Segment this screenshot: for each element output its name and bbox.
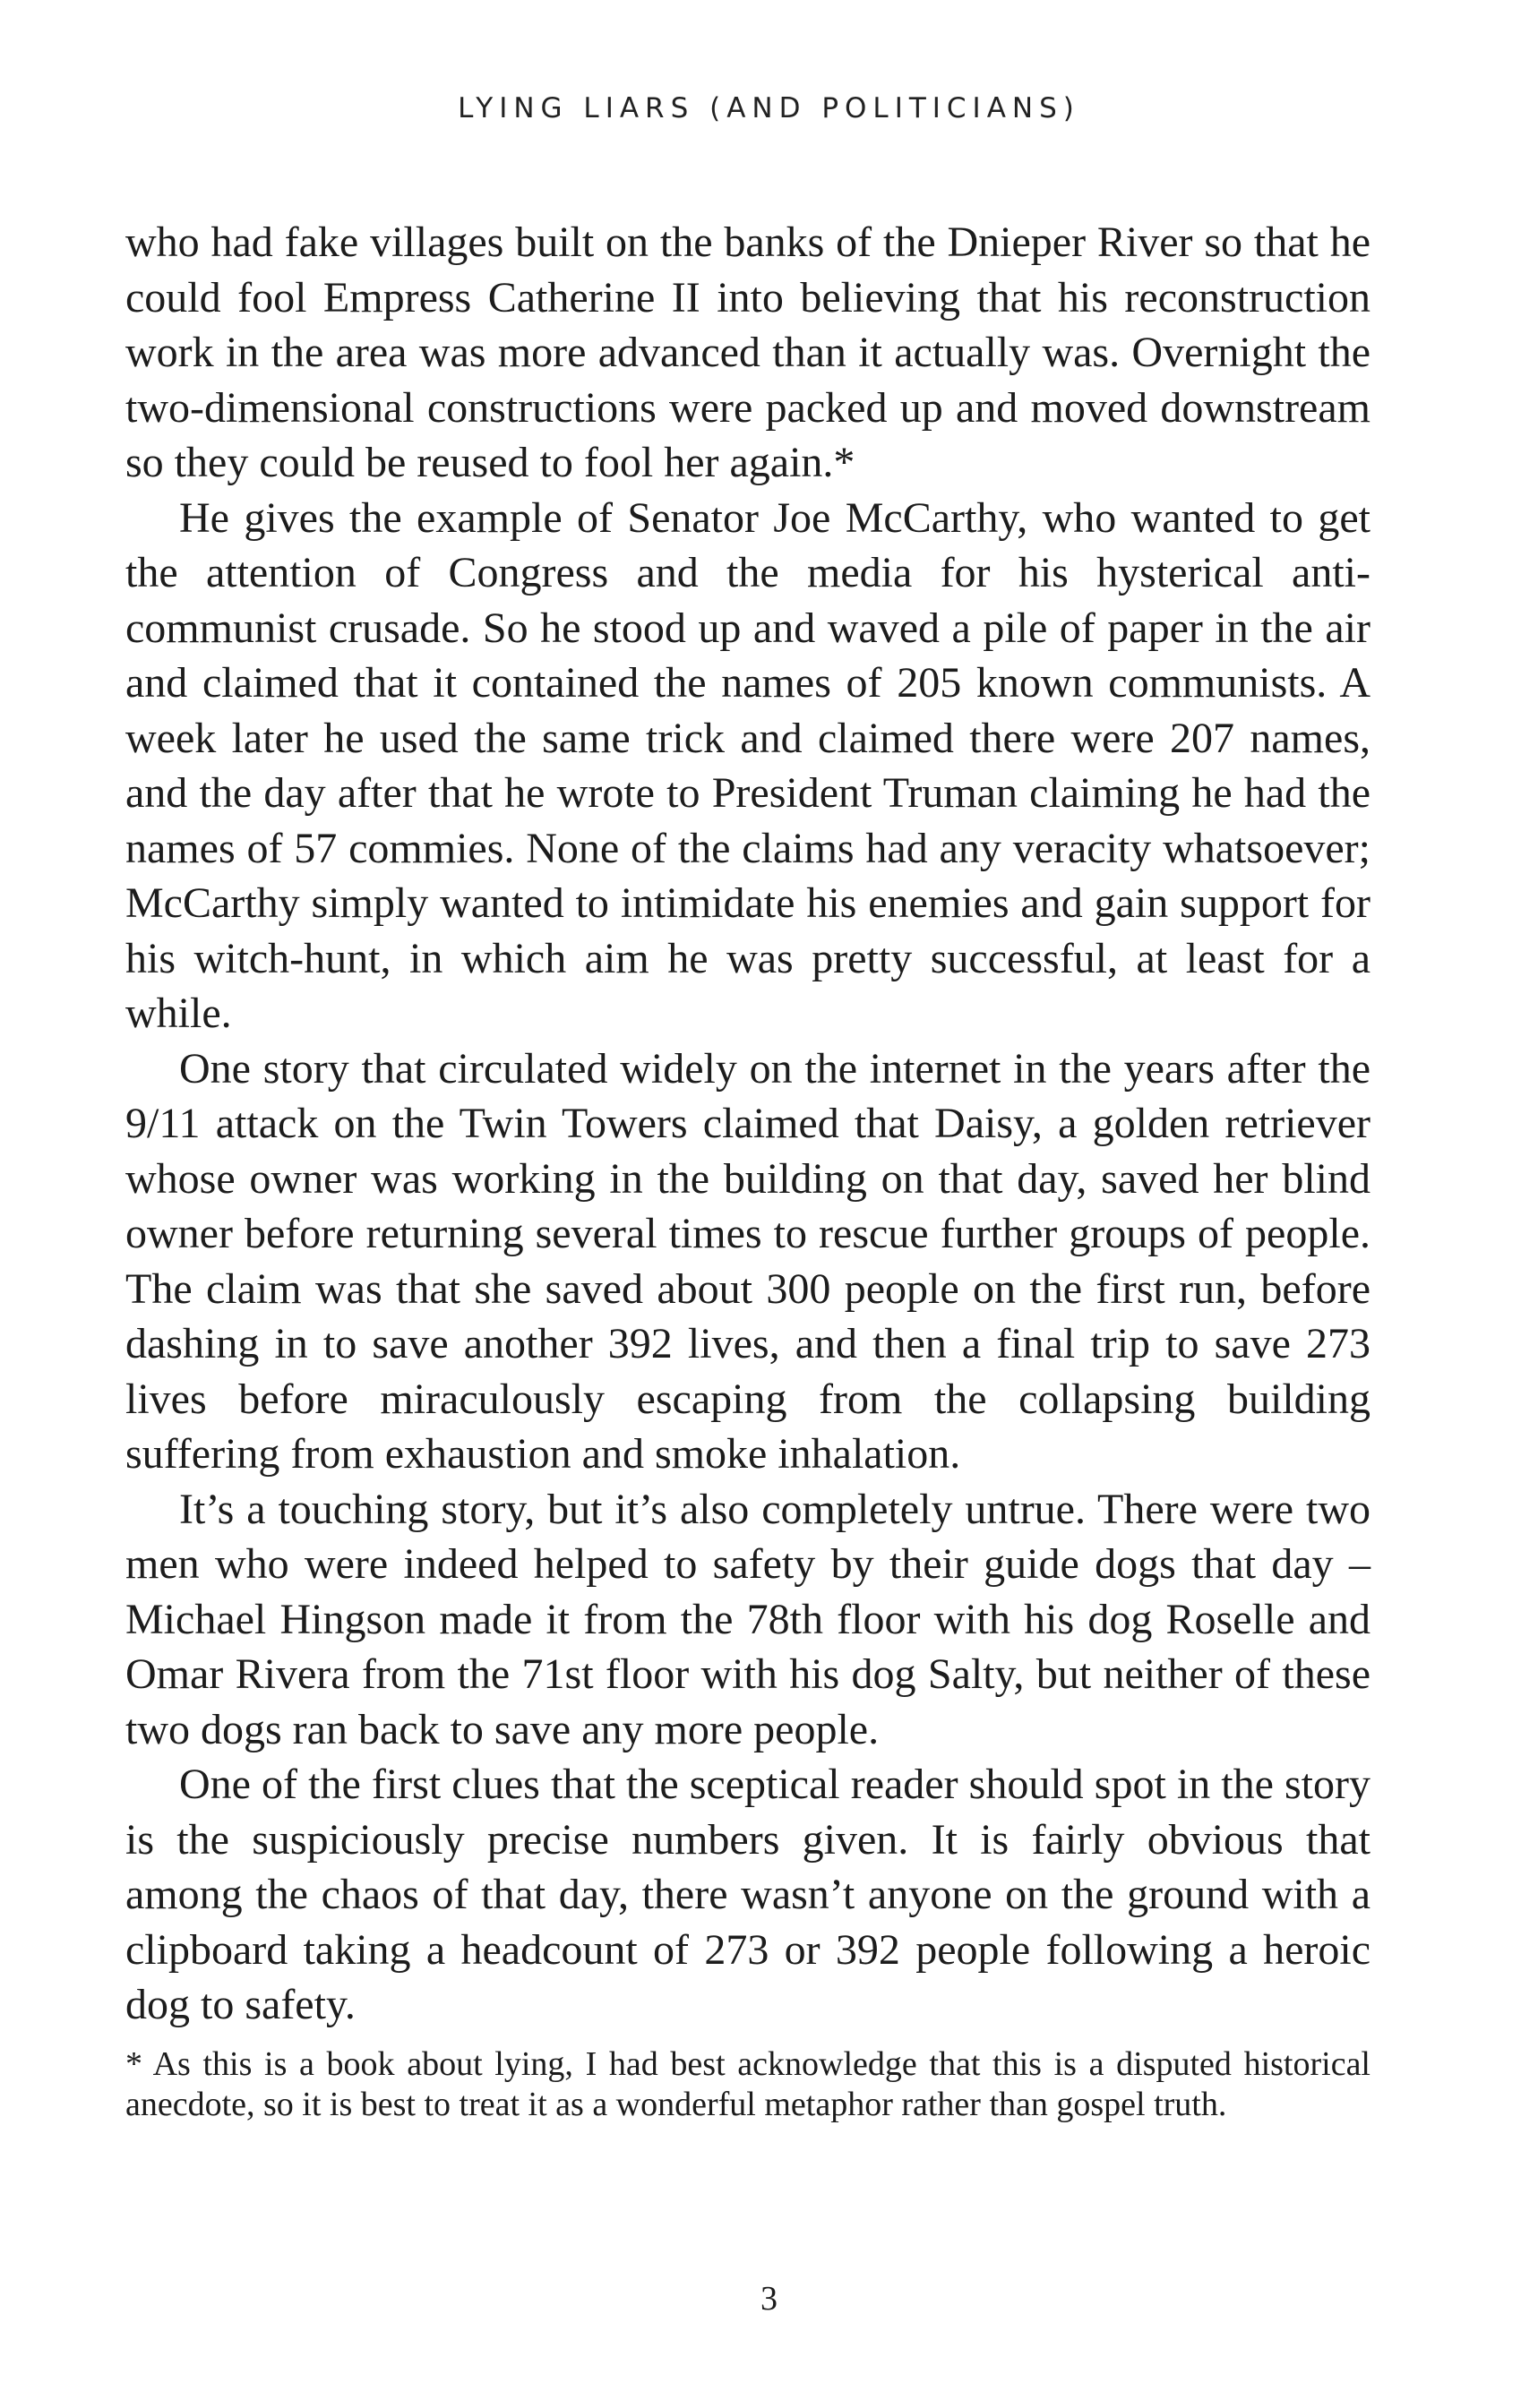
paragraph: He gives the example of Senator Joe McCarthy, who wanted to get the attention of Congress and the media for his hysterical anti-communist crusade. So he stood up and waved a pile of paper in the air and claimed that it contained the names of 205 known communists. A week later he used the same trick and claimed there were 207 names, and the day after that he wrote to President Truman claiming he had the names of 57 commies. None of the claims had any veracity whatsoever; McCarthy simply wanted to intimidate his enemies and gain support for his witch-hunt, in which aim he was pretty successful, at least for a while. — [125, 493, 1370, 1037]
paragraph: who had fake villages built on the banks of the Dnieper River so that he could fool Empress Catherine II into believing that his reconstruction work in the area was more advanced than it actually was. Overnight the two-dimensional constructions were packed up and moved downstream so they could be reused to fool her again.* — [125, 219, 1370, 486]
page-number: 3 — [760, 2280, 778, 2318]
paragraph: One story that circulated widely on the internet in the years after the 9/11 attack on the Twin Towers claimed that Daisy, a golden retriever whose owner was working in the building on that day, saved her blind owner before returning several times to rescue further groups of people. The claim was that she saved about 300 people on the first run, before dashing in to save another 392 lives, and then a final trip to save 273 lives before miraculously escaping from the collapsing building suffering from exhaustion and smoke inhalation. — [125, 1044, 1370, 1478]
paragraph: One of the first clues that the sceptical reader should spot in the story is the suspiciously precise numbers given. It is fairly obvious that among the chaos of that day, there wasn’t anyone on the ground with a clipboard taking a headcount of 273 or 392 people following a heroic dog to safety. — [125, 1761, 1370, 2028]
footnote — [125, 2044, 1370, 2125]
running-head: LYING LIARS (AND POLITICIANS) — [458, 92, 1080, 124]
body-text — [125, 215, 1370, 2033]
paragraph: It’s a touching story, but it’s also completely untrue. There were two men who were indeed helped to safety by their guide dogs that day – Michael Hingson made it from the 78th floor with his dog Roselle and Omar Rivera from the 71st floor with his dog Salty, but neither of these two dogs ran back to save any more people. — [125, 1485, 1370, 1753]
footnote-text: * As this is a book about lying, I had best acknowledge that this is a disputed historical anecdote, so it is best to treat it as a wonderful metaphor rather than gospel truth. — [125, 2045, 1370, 2123]
